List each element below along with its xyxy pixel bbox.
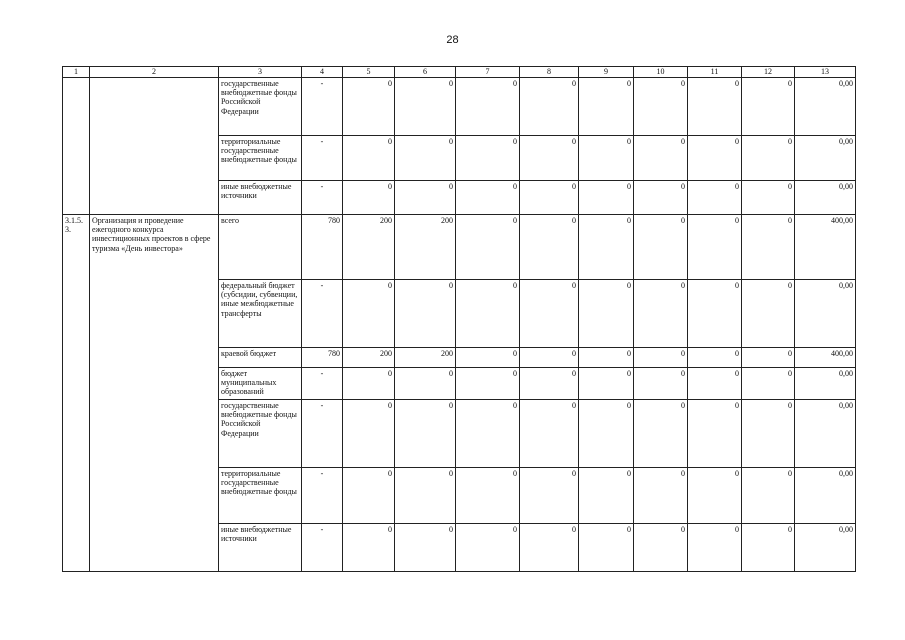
value-cell: 0 [688, 181, 742, 215]
value-cell: 0 [688, 368, 742, 400]
value-cell: 200 [395, 215, 456, 280]
value-cell: 0 [688, 400, 742, 468]
value-cell: 0 [579, 215, 634, 280]
value-cell: 0 [579, 136, 634, 181]
column-header: 7 [456, 67, 520, 78]
value-cell: 0 [742, 400, 795, 468]
column-header: 1 [63, 67, 90, 78]
value-cell: - [302, 136, 343, 181]
value-cell: 0 [688, 78, 742, 136]
value-cell: 0 [742, 524, 795, 572]
value-cell: 0 [742, 468, 795, 524]
value-cell: - [302, 181, 343, 215]
value-cell: 0 [634, 368, 688, 400]
value-cell: 0 [634, 524, 688, 572]
value-cell: 0 [579, 400, 634, 468]
value-cell: 0 [579, 280, 634, 348]
column-header: 10 [634, 67, 688, 78]
value-cell: 0 [520, 348, 579, 368]
value-cell: 0 [456, 181, 520, 215]
value-cell: 0 [579, 78, 634, 136]
value-cell: - [302, 368, 343, 400]
value-cell: 0 [520, 78, 579, 136]
value-cell: 0 [520, 524, 579, 572]
value-cell: 0 [688, 136, 742, 181]
value-cell: 0 [688, 348, 742, 368]
value-cell: 0 [688, 215, 742, 280]
value-cell: 0 [742, 136, 795, 181]
value-cell: 0 [343, 181, 395, 215]
value-cell: 0 [456, 215, 520, 280]
value-cell: 0 [579, 348, 634, 368]
funding-source-cell: всего [219, 215, 302, 280]
value-cell: 0 [742, 78, 795, 136]
value-cell: 200 [395, 348, 456, 368]
value-cell: - [302, 78, 343, 136]
value-cell: 0,00 [795, 280, 856, 348]
column-header: 6 [395, 67, 456, 78]
value-cell: - [302, 280, 343, 348]
value-cell: 0 [579, 468, 634, 524]
value-cell: 0 [520, 181, 579, 215]
item-name-cell [90, 78, 219, 215]
value-cell: 200 [343, 348, 395, 368]
value-cell: 0 [634, 78, 688, 136]
value-cell: 0,00 [795, 368, 856, 400]
value-cell: 0 [742, 368, 795, 400]
value-cell: 0 [395, 136, 456, 181]
funding-source-cell: территориальные государственные внебюджетные фонды [219, 136, 302, 181]
value-cell: 0 [343, 524, 395, 572]
value-cell: 0 [742, 348, 795, 368]
value-cell: 0 [634, 468, 688, 524]
value-cell: 0 [456, 400, 520, 468]
value-cell: 0 [634, 348, 688, 368]
value-cell: 400,00 [795, 348, 856, 368]
column-header: 13 [795, 67, 856, 78]
page-number: 28 [446, 34, 459, 46]
table-row [63, 78, 856, 136]
funding-source-cell: федеральный бюджет (субсидии, субвенции, иные межбюджетные трансферты [219, 280, 302, 348]
funding-source-cell: иные внебюджетные источники [219, 524, 302, 572]
funding-source-cell: краевой бюджет [219, 348, 302, 368]
funding-source-cell: бюджет муниципальных образований [219, 368, 302, 400]
value-cell: 0 [634, 215, 688, 280]
table-body [63, 78, 856, 572]
value-cell: - [302, 400, 343, 468]
value-cell: 0,00 [795, 468, 856, 524]
value-cell: 780 [302, 348, 343, 368]
value-cell: 0 [456, 136, 520, 181]
funding-source-cell: государственные внебюджетные фонды Российской Федерации [219, 78, 302, 136]
column-header: 12 [742, 67, 795, 78]
value-cell: 0 [343, 368, 395, 400]
value-cell: 0 [343, 468, 395, 524]
funding-source-cell: иные внебюджетные источники [219, 181, 302, 215]
column-header: 3 [219, 67, 302, 78]
value-cell: 0 [456, 78, 520, 136]
value-cell: 0,00 [795, 136, 856, 181]
value-cell: 0,00 [795, 400, 856, 468]
value-cell: 0 [742, 280, 795, 348]
value-cell: 0 [395, 468, 456, 524]
table-header [63, 67, 856, 78]
column-header: 5 [343, 67, 395, 78]
value-cell: 0 [688, 524, 742, 572]
item-code-cell: 3.1.5. 3. [63, 215, 90, 572]
value-cell: 0 [520, 368, 579, 400]
value-cell: 0 [456, 524, 520, 572]
value-cell: 0 [634, 136, 688, 181]
value-cell: 780 [302, 215, 343, 280]
value-cell: 0 [343, 280, 395, 348]
value-cell: 0 [742, 215, 795, 280]
value-cell: 0 [456, 348, 520, 368]
value-cell: 0 [634, 181, 688, 215]
value-cell: 0 [520, 280, 579, 348]
value-cell: 0 [520, 136, 579, 181]
value-cell: 0 [579, 524, 634, 572]
item-name-cell: Организация и проведение ежегодного конкурса инвестиционных проектов в сфере туризма «День инвестора» [90, 215, 219, 572]
value-cell: 0,00 [795, 78, 856, 136]
value-cell: 0 [634, 400, 688, 468]
value-cell: 0 [520, 468, 579, 524]
value-cell: 0 [688, 468, 742, 524]
column-header: 11 [688, 67, 742, 78]
column-header: 9 [579, 67, 634, 78]
column-header: 4 [302, 67, 343, 78]
value-cell: 0 [395, 368, 456, 400]
column-header: 2 [90, 67, 219, 78]
value-cell: 0 [456, 280, 520, 348]
value-cell: 0 [395, 78, 456, 136]
value-cell: 0 [579, 181, 634, 215]
value-cell: 0 [395, 400, 456, 468]
value-cell: 0 [343, 400, 395, 468]
value-cell: 0,00 [795, 524, 856, 572]
value-cell: - [302, 468, 343, 524]
value-cell: 0 [395, 524, 456, 572]
value-cell: 0 [395, 280, 456, 348]
funding-source-cell: территориальные государственные внебюджетные фонды [219, 468, 302, 524]
value-cell: 0,00 [795, 181, 856, 215]
header-row [63, 67, 856, 78]
value-cell: 0 [456, 368, 520, 400]
value-cell: 0 [456, 468, 520, 524]
value-cell: 0 [343, 136, 395, 181]
value-cell: 0 [520, 215, 579, 280]
value-cell: 0 [688, 280, 742, 348]
value-cell: 0 [395, 181, 456, 215]
budget-table [62, 66, 856, 572]
table-row [63, 215, 856, 280]
value-cell: 0 [742, 181, 795, 215]
value-cell: 0 [520, 400, 579, 468]
value-cell: 0 [634, 280, 688, 348]
column-header: 8 [520, 67, 579, 78]
value-cell: 0 [579, 368, 634, 400]
value-cell: 0 [343, 78, 395, 136]
value-cell: 400,00 [795, 215, 856, 280]
funding-source-cell: государственные внебюджетные фонды Российской Федерации [219, 400, 302, 468]
item-code-cell [63, 78, 90, 215]
value-cell: - [302, 524, 343, 572]
value-cell: 200 [343, 215, 395, 280]
